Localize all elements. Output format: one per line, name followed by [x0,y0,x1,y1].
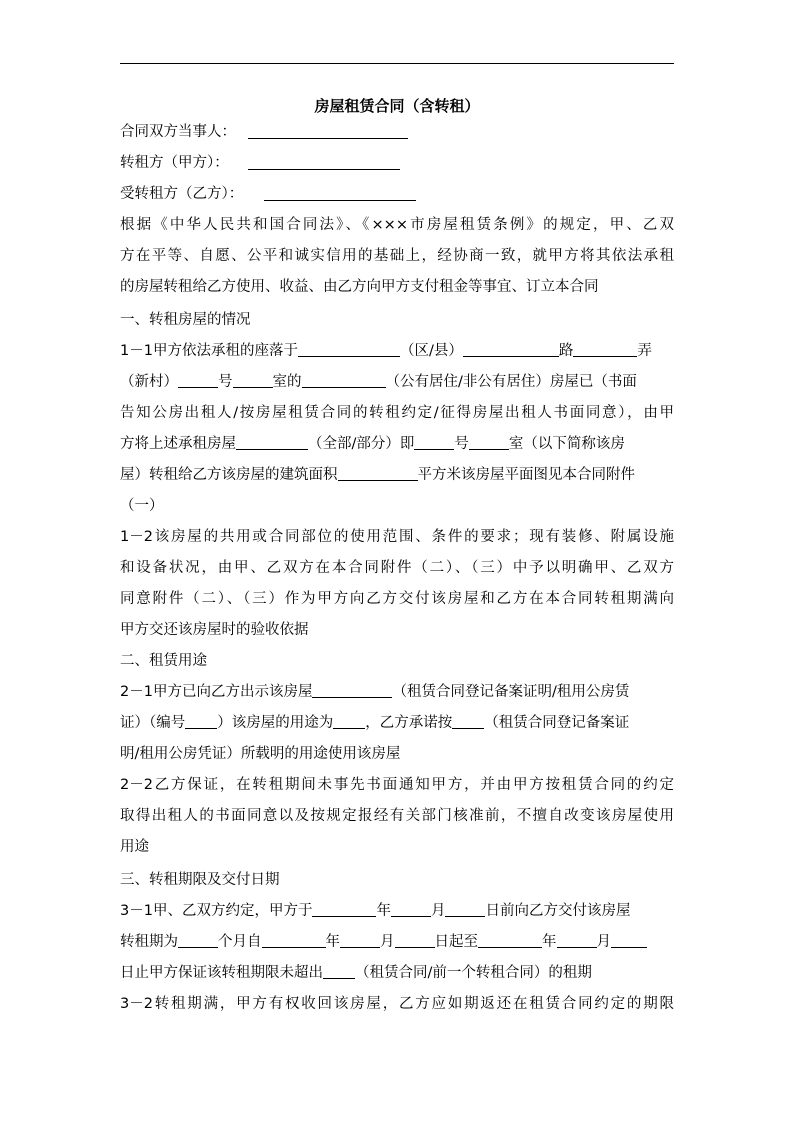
clause-1-1-line [120,463,635,487]
parties-line [120,120,236,144]
clause-text: 证）（编号 [120,715,186,731]
clause-text: （租赁合同登记备案证 [484,715,630,731]
clause-text: 室（以下简称该房 [508,436,625,452]
clause-text: 屋）转租给乙方该房屋的建筑面积 [120,467,338,483]
section-heading: 一、转租房屋的情况 [120,312,251,328]
clause-text: （全部/部分）即 [308,436,415,452]
clause-text: 平方米该房屋平面图见本合同附件 [417,467,635,483]
party-b-label: 受转租方（乙方）： [120,186,244,202]
clause-text: 月 [380,934,395,950]
clause-text: 弄 [637,343,652,359]
clause-1-1-line: （一） [120,498,164,514]
fill-blank [262,933,326,948]
clause-1-1-line [120,339,652,363]
fill-blank [302,373,386,388]
clause-1-2-line: 1－2该房屋的共用或合同部位的使用范围、条件的要求；现有装修、附属设施 [120,529,674,545]
clause-text: 月 [596,934,611,950]
clause-text: 年 [542,934,557,950]
header-rule [120,63,674,64]
fill-blank [469,435,509,450]
fill-blank [338,466,418,481]
clause-text: 方将上述承租房屋 [120,436,236,452]
clause-text: （租赁合同/前一个转租合同）的租期 [355,965,592,981]
clause-1-1-line [120,432,625,456]
clause-text: 日起至 [434,934,478,950]
party-b-signature-blank [264,200,416,201]
fill-blank [395,933,435,948]
clause-text: 日止甲方保证该转租期限未超出 [120,965,323,981]
parties-signature-blank [248,138,408,139]
clause-text: 路 [558,343,574,359]
fill-blank [391,902,431,917]
party-a-signature-blank [248,169,400,170]
clause-text: （新村） [120,374,178,390]
clause-2-1-line [120,711,629,735]
preamble-line: 的房屋转租给乙方使用、收益、由乙方向甲方支付租金等事宜、订立本合同 [120,279,599,295]
party-a-line [120,151,229,175]
clause-2-1-line [120,680,629,704]
fill-blank [233,373,273,388]
fill-blank [478,933,542,948]
clause-2-2-line: 用途 [120,839,149,855]
party-b-line [120,182,243,206]
clause-text: 号 [218,374,233,390]
fill-blank [333,714,365,729]
clause-text: 室的 [272,374,302,390]
clause-2-2-line: 2－2乙方保证，在转租期间未事先书面通知甲方，并由甲方按租赁合同的约定 [120,777,674,793]
clause-3-1-line [120,930,647,954]
fill-blank [236,435,308,450]
clause-text: 个月自 [218,934,262,950]
clause-1-1-line [120,370,637,394]
fill-blank [573,342,637,357]
clause-text: 2－1甲方已向乙方出示该房屋 [120,684,313,700]
fill-blank [323,964,355,979]
clause-1-2-line: 同意附件（二）、（三）作为甲方向乙方交付该房屋和乙方在本合同转租期满向 [120,591,674,607]
clause-text: ，乙方承诺按 [365,715,453,731]
clause-1-2-line: 和设备状况，由甲、乙双方在本合同附件（二）、（三）中予以明确甲、乙双方 [120,560,674,576]
preamble-line: 方在平等、自愿、公平和诚实信用的基础上，经协商一致，就甲方将其依法承租 [120,248,674,264]
clause-text: 号 [454,436,469,452]
clause-3-2-line: 3－2转租期满，甲方有权收回该房屋，乙方应如期返还在租赁合同约定的期限 [120,996,674,1012]
fill-blank [445,902,485,917]
fill-blank [185,714,217,729]
fill-blank [298,342,400,357]
fill-blank [312,683,392,698]
clause-text: ）该房屋的用途为 [217,715,334,731]
section-heading: 二、租赁用途 [120,653,207,669]
fill-blank [414,435,454,450]
clause-text: 月 [430,903,446,919]
fill-blank [611,933,647,948]
fill-blank [557,933,597,948]
document-title: 房屋租赁合同（含转租） [314,97,480,115]
parties-label: 合同双方当事人： [120,124,236,140]
preamble-line: 根据《中华人民共和国合同法》、《×××市房屋租赁条例》的规定，甲、乙双 [120,217,674,233]
fill-blank [312,902,376,917]
clause-text: （租赁合同登记备案证明/租用公房赁 [392,684,630,700]
clause-text: 3－1甲、乙双方约定，甲方于 [120,903,313,919]
clause-text: 1－1甲方依法承租的座落于 [120,343,298,359]
fill-blank [178,933,218,948]
clause-1-2-line: 甲方交还该房屋时的验收依据 [120,622,309,638]
fill-blank [463,342,559,357]
fill-blank [178,373,218,388]
clause-text: （公有居住/非公有居住）房屋已（书面 [385,374,637,390]
clause-text: 日前向乙方交付该房屋 [485,903,631,919]
clause-3-1-line [120,961,592,985]
clause-text: 年 [325,934,340,950]
clause-2-2-line: 取得出租人的书面同意以及按规定报经有关部门核准前，不擅自改变该房屋使用 [120,808,674,824]
section-heading: 三、转租期限及交付日期 [120,872,280,888]
clause-3-1-line [120,899,630,923]
clause-1-1-line: 告知公房出租人/按房屋租赁合同的转租约定/征得房屋出租人书面同意），由甲 [120,405,674,421]
fill-blank [340,933,380,948]
fill-blank [452,714,484,729]
clause-text: 年 [376,903,391,919]
party-a-label: 转租方（甲方）： [120,155,229,171]
clause-2-1-line: 明/租用公房凭证）所载明的用途使用该房屋 [120,746,401,762]
clause-text: 转租期为 [120,934,178,950]
clause-text: （区/县） [399,343,463,359]
